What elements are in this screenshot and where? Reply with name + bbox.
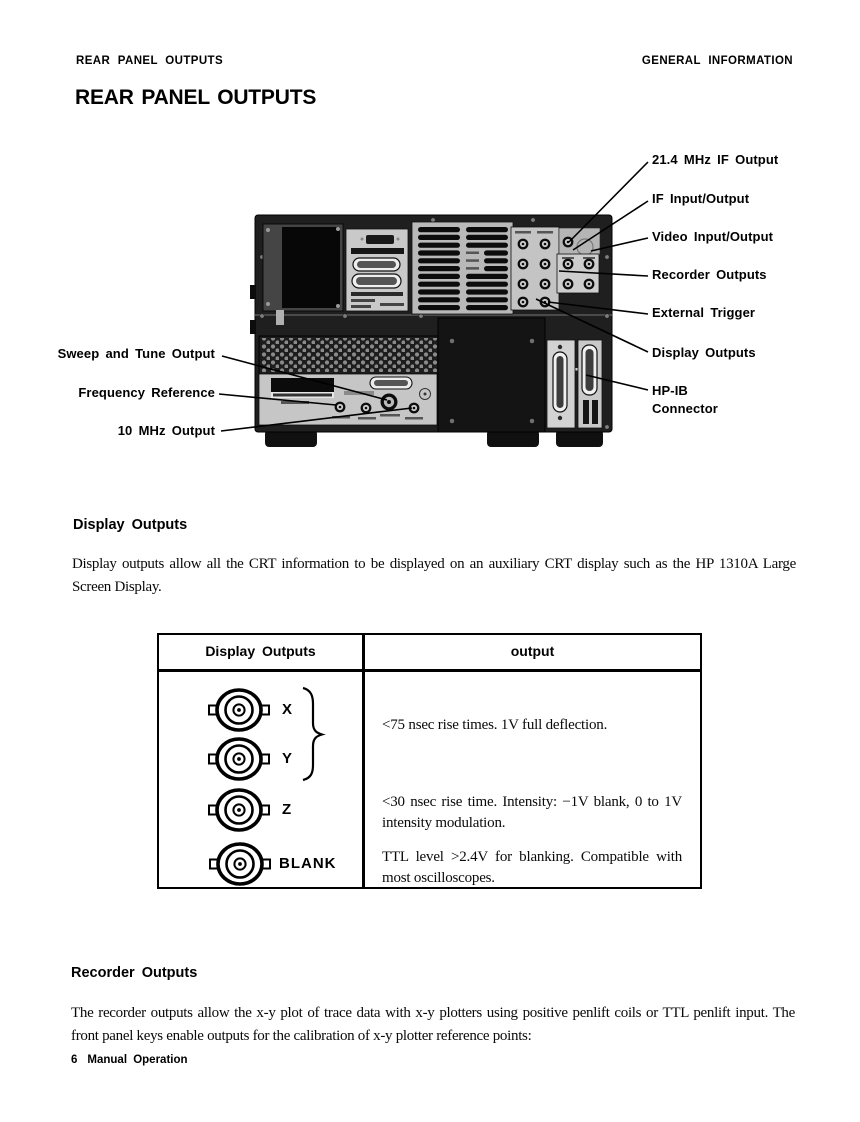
callout-display-outputs: Display Outputs xyxy=(652,345,756,360)
honeycomb-vent xyxy=(259,336,440,374)
callout-sweep-tune-output: Sweep and Tune Output xyxy=(57,346,215,361)
callout-hpib-line2: Connector xyxy=(652,401,718,416)
top-left-module xyxy=(263,224,343,325)
table-header-output: output xyxy=(510,643,555,659)
callout-if-input-output: IF Input/Output xyxy=(652,191,750,206)
callout-if-output-21mhz: 21.4 MHz IF Output xyxy=(652,152,779,167)
page-title: REAR PANEL OUTPUTS xyxy=(75,86,317,109)
callout-10mhz-output: 10 MHz Output xyxy=(117,423,215,438)
output-cell-xy: <75 nsec rise times. 1V full deflection. xyxy=(382,717,608,733)
display-outputs-connector xyxy=(518,297,529,308)
connector-label-x: X xyxy=(282,701,293,718)
page-footer xyxy=(71,1054,188,1066)
connector-label-blank: BLANK xyxy=(279,855,337,872)
output-cell-blank: TTL level >2.4V for blanking. Compatible with most oscilloscopes. xyxy=(382,849,682,886)
table-column-divider xyxy=(362,635,365,887)
bnc-connector-icon-x xyxy=(208,687,270,733)
bnc-connector-icon-z xyxy=(208,787,270,833)
lower-middle-panel xyxy=(438,318,545,432)
page-number: 6 xyxy=(71,1054,78,1066)
table-header-divider xyxy=(159,669,700,672)
callout-external-trigger: External Trigger xyxy=(652,305,756,320)
callout-frequency-reference: Frequency Reference xyxy=(78,385,215,400)
output-cell-z: <30 nsec rise time. Intensity: −1V blank, 0 to 1V intensity modulation. xyxy=(382,794,682,831)
sweep-and-tune-connector xyxy=(381,394,398,411)
display-outputs-paragraph: Display outputs allow all the CRT information to be displayed on an auxiliary CRT display such as the HP 1310A Large Screen Display. xyxy=(72,556,796,595)
vent-grille xyxy=(412,222,513,314)
recorder-outputs-paragraph: The recorder outputs allow the x-y plot of trace data with x-y plotters using positive penlift coils or TTL penlift input. The front panel keys enable outputs for the calibration of x-y plotter reference points: xyxy=(71,1005,795,1044)
bnc-connector-icon-blank xyxy=(209,841,271,887)
connector-label-z: Z xyxy=(282,801,292,818)
interface-panel xyxy=(346,229,408,311)
xy-brace xyxy=(301,685,331,783)
connector-label-y: Y xyxy=(282,750,293,767)
frequency-reference-connector xyxy=(335,402,346,413)
running-header-left: REAR PANEL OUTPUTS xyxy=(76,55,224,67)
bnc-panel xyxy=(511,227,559,310)
display-outputs-heading: Display Outputs xyxy=(73,517,188,533)
recorder-outputs-heading: Recorder Outputs xyxy=(71,965,198,981)
callout-video-input-output: Video Input/Output xyxy=(652,229,774,244)
bnc-connector-icon-y xyxy=(208,736,270,782)
footer-text: Manual Operation xyxy=(87,1054,188,1066)
callout-recorder-outputs: Recorder Outputs xyxy=(652,267,767,282)
instrument-feet xyxy=(265,430,603,447)
callout-hpib-line1: HP-IB xyxy=(652,383,688,398)
hpib-cards xyxy=(547,340,602,428)
table-header-display-outputs: Display Outputs xyxy=(205,643,316,659)
running-header-right: GENERAL INFORMATION xyxy=(641,55,793,67)
display-outputs-table xyxy=(157,633,702,889)
